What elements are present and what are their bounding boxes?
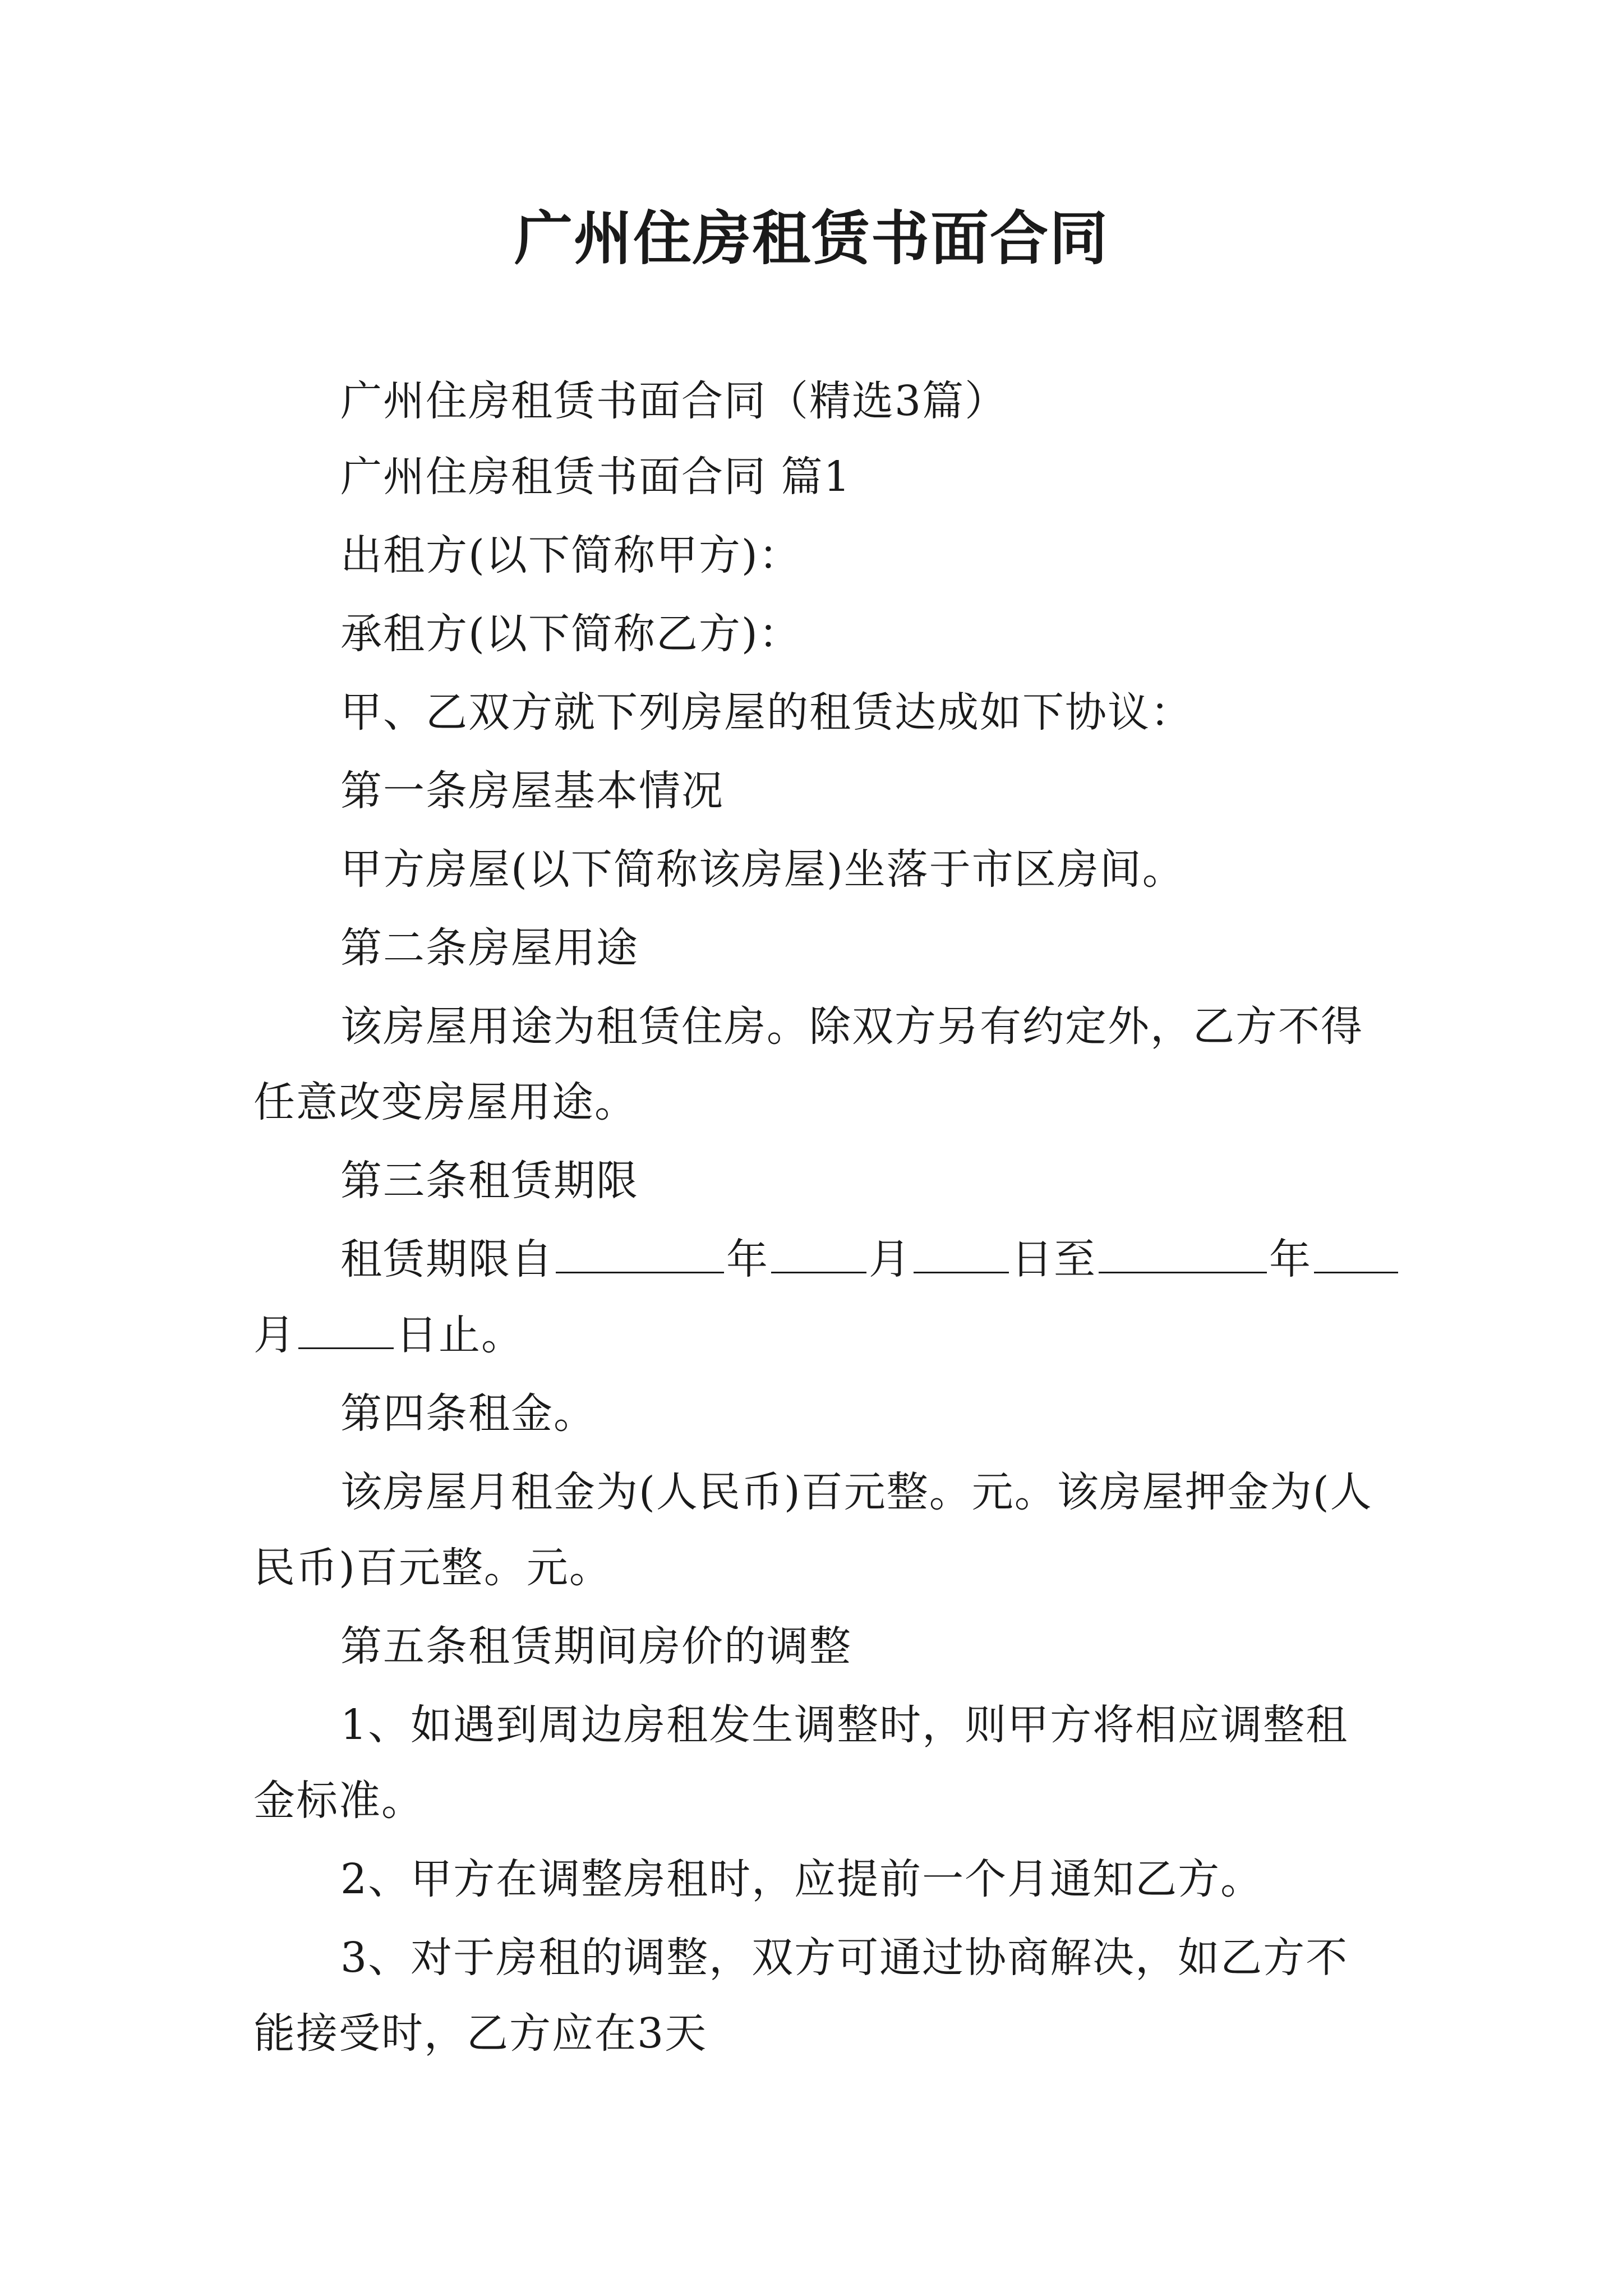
paragraph-line: 该房屋用途为租赁住房。除双方另有约定外，乙方不得 (340, 1002, 1363, 1051)
paragraph-line: 3、对于房租的调整，双方可通过协商解决，如乙方不 (340, 1934, 1349, 1982)
document-subtitle: 广州住房租赁书面合同（精选3篇） (340, 377, 1008, 425)
fill-blank[interactable] (556, 1232, 724, 1273)
fill-blank[interactable] (771, 1232, 866, 1273)
lease-term-line (340, 1228, 1400, 1290)
lease-term-prefix: 租赁期限自 (340, 1235, 554, 1283)
paragraph-line: 该房屋月租金为(人民币)百元整。元。该房屋押金为(人 (340, 1468, 1373, 1516)
paragraph-line: 能接受时，乙方应在3天 (253, 2009, 708, 2058)
paragraph-line: 任意改变房屋用途。 (253, 1078, 637, 1126)
article-heading: 第四条租金。 (340, 1389, 596, 1438)
paragraph-line: 金标准。 (253, 1777, 424, 1825)
lease-term-month: 月 (869, 1235, 911, 1283)
lease-term-year: 年 (726, 1235, 769, 1283)
paragraph-line: 2、甲方在调整房租时，应提前一个月通知乙方。 (340, 1855, 1264, 1903)
lease-term-line-end (253, 1304, 524, 1366)
article-heading: 第五条租赁期间房价的调整 (340, 1622, 852, 1671)
article-heading: 第二条房屋用途 (340, 924, 639, 972)
article-heading: 第一条房屋基本情况 (340, 767, 724, 815)
document-title: 广州住房租赁书面合同 (514, 204, 1109, 273)
fill-blank[interactable] (914, 1232, 1009, 1273)
paragraph-line: 民币)百元整。元。 (253, 1544, 612, 1592)
lease-term-year2: 年 (1269, 1235, 1312, 1283)
fill-blank[interactable] (298, 1308, 394, 1349)
article-heading: 第三条租赁期限 (340, 1157, 639, 1205)
lease-term-month2: 月 (253, 1311, 296, 1359)
lease-term-end: 日止。 (396, 1311, 524, 1359)
lease-term-day-to: 日至 (1011, 1235, 1096, 1283)
paragraph-line: 承租方(以下简称乙方)： (340, 610, 801, 658)
paragraph-line: 1、如遇到周边房租发生调整时，则甲方将相应调整租 (340, 1701, 1349, 1749)
fill-blank[interactable] (1099, 1232, 1267, 1273)
paragraph-line: 出租方(以下简称甲方)： (340, 531, 801, 579)
paragraph-line: 甲、乙双方就下列房屋的租赁达成如下协议： (340, 688, 1193, 737)
fill-blank[interactable] (1314, 1232, 1398, 1273)
paragraph-line: 甲方房屋(以下简称该房屋)坐落于市区房间。 (340, 845, 1185, 894)
section-heading: 广州住房租赁书面合同 篇1 (340, 453, 851, 501)
